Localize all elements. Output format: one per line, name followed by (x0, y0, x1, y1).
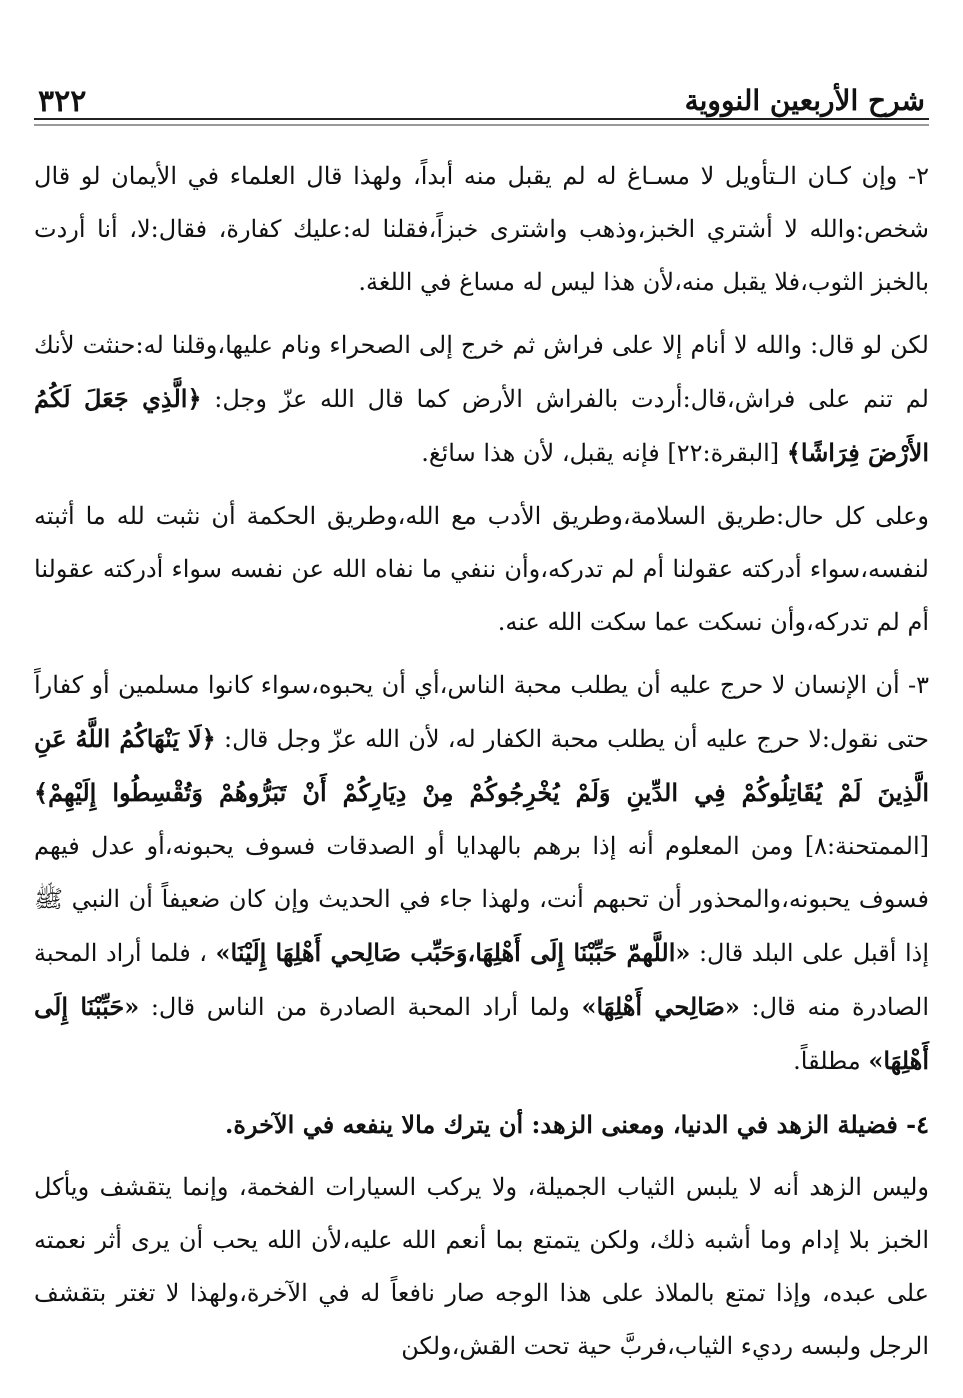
hadith-quote-3: «حَبِّبْنَا إِلَى أَهْلِهَا» (34, 992, 929, 1075)
paragraph-1: ٢- وإن كـان الـتأويل لا مسـاغ له لم يقبل منه أبداً، ولهذا قال العلماء في الأيمان لو قال شخص:والله لا أشتري الخبز،وذهب واشترى خبزاً،فقلنا له:عليك كفارة، فقال:لا، أنا أردت بالخبز الثوب،فلا يقبل منه،لأن هذا ليس له مساغ في اللغة. (34, 162, 930, 296)
paragraph-2 (34, 319, 929, 480)
page-number: ٣٢٢ (38, 84, 87, 119)
quran-verse-mumtahanah: ﴿لَا يَنْهَاكُمُ اللَّهُ عَنِ الَّذِينَ لَمْ يُقَاتِلُوكُمْ فِي الدِّينِ وَلَمْ يُخْرِجُوكُمْ مِنْ دِيَارِكُمْ أَنْ تَبَرُّوهُمْ وَتُقْسِطُوا إِلَيْهِمْ﴾ (34, 724, 929, 807)
paragraph-6: وليس الزهد أنه لا يلبس الثياب الجميلة، ولا يركب السيارات الفخمة، وإنما يتقشف ويأكل الخبز بلا إدام وما أشبه ذلك، ولكن يتمتع بما أنعم الله عليه،لأن الله يحب أن يرى أثر نعمته على عبده، وإذا تمتع بالملاذ على هذا الوجه صار نافعاً له في الآخرة،ولهذا لا تغتر بتقشف الرجل ولبسه رديء الثياب،فربَّ حية تحت القش،ولكن (34, 1173, 929, 1360)
paragraph-4-mid: [الممتحنة:٨] ومن المعلوم أنه إذا برهم بالهدايا أو الصدقات فسوف يحبونه،أو عدل فيهم فسوف يحبونه،والمحذور أن تحبهم أنت، ولهذا جاء في الحديث وإن كان ضعيفاً أن النبي ﷺ إذا أقبل على البلد قال: (34, 832, 929, 967)
paragraph-3: وعلى كل حال:طريق السلامة،وطريق الأدب مع الله،وطريق الحكمة أن نثبت لله ما أثبته لنفسه،سواء أدركته عقولنا أم لم تدركه،وأن ننفي ما نفاه الله عن نفسه سواء أدركته عقولنا أم لم تدركه،وأن نسكت عما سكت الله عنه. (34, 502, 929, 636)
paragraph-4-text: ٣- أن الإنسان لا حرج عليه أن يطلب محبة الناس،أي أن يحبوه،سواء كانوا مسلمين أو كفاراً حتى نقول:لا حرج عليه أن يطلب محبة الكفار له، لأن الله عزّ وجل قال: (34, 671, 929, 753)
paragraph-4-mid3: ولما أراد المحبة الصادرة من الناس قال: (150, 993, 570, 1021)
hadith-quote-1: «اللَّهمّ حَبِّبْنَا إِلَى أَهْلِهَا،وَحَبِّب صَالِحي أَهْلِهَا إِلَيْنَا» (215, 938, 691, 967)
hadith-quote-2: «صَالِحي أَهْلِهَا» (581, 992, 740, 1021)
paragraph-4-end: مطلقاً. (793, 1047, 861, 1075)
header-rule (34, 118, 929, 126)
paragraph-2-end: [البقرة:٢٢] فإنه يقبل، لأن هذا سائغ. (421, 439, 780, 467)
quran-verse-baqarah: ﴿الَّذِي جَعَلَ لَكُمُ الأَرْضَ فِرَاشًا﴾ (34, 384, 929, 467)
page-body (34, 150, 929, 1383)
book-title: شرح الأربعين النووية (684, 84, 925, 117)
paragraph-4 (34, 659, 929, 1088)
page-header (34, 78, 929, 118)
paragraph-5: ٤- فضيلة الزهد في الدنيا، ومعنى الزهد: أن يترك مالا ينفعه في الآخرة. (224, 1110, 929, 1139)
paragraph-2-text: لكن لو قال: والله لا أنام إلا على فراش ثم خرج إلى الصحراء ونام عليها،وقلنا له:حنثت لأنك لم تنم على فراش،قال:أردت بالفراش الأرض كما قال الله عزّ وجل: (34, 331, 929, 413)
paragraph-4-mid2: ، فلما أراد المحبة الصادرة منه قال: (34, 939, 929, 1021)
